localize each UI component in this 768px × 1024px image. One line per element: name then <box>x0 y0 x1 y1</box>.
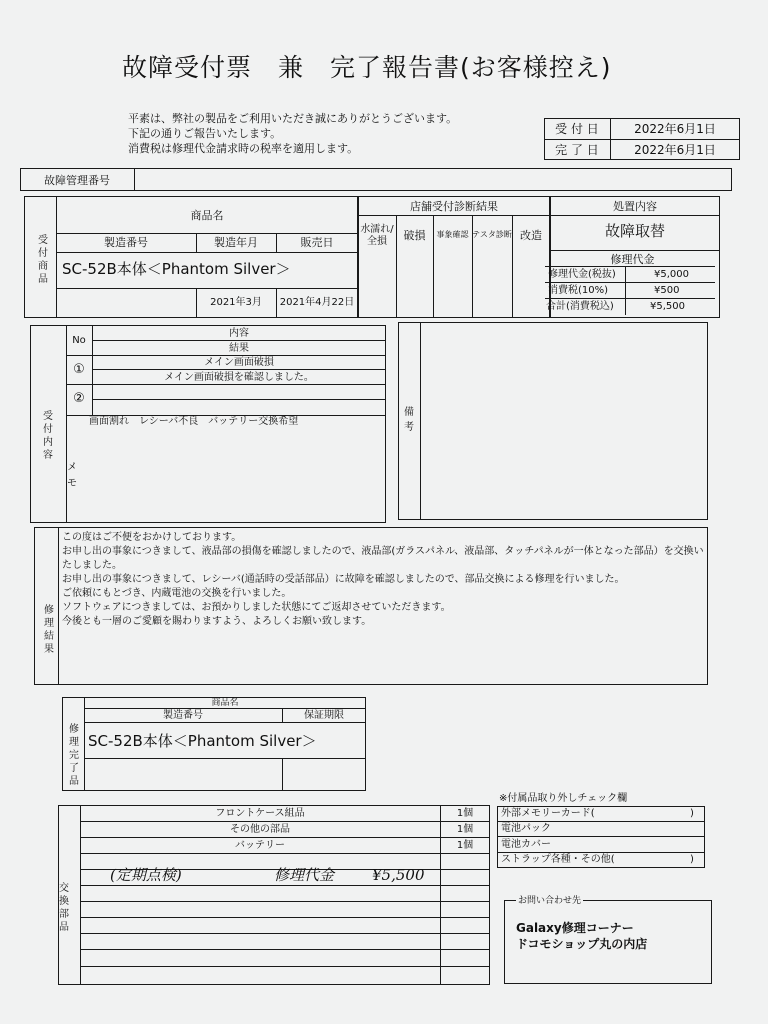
diag-col-modify: 改造 <box>520 229 542 242</box>
received-date: 2022年6月1日 <box>634 122 716 136</box>
repair-line-2: お申し出の事象につきまして、液晶部の損傷を確認しましたので、液晶部(ガラスパネル、液晶部、タッチパネルが一体となった部品）を交換い <box>62 546 704 557</box>
sale-date: 2021年4月22日 <box>279 297 355 308</box>
handwritten-note-2: 修理代金 <box>274 866 335 884</box>
received-date-label: 受 付 日 <box>555 122 599 136</box>
part-3-name: バッテリー <box>235 840 285 851</box>
accessory-4-close: ) <box>690 854 694 865</box>
fee-value-pretax: ¥5,000 <box>654 269 689 280</box>
accessory-3: 電池カバー <box>501 839 551 850</box>
fee-value-tax: ¥500 <box>654 285 680 296</box>
item-1-content: メイン画面破損 <box>204 357 274 368</box>
completed-product: SC-52B本体＜Phantom Silver＞ <box>88 732 317 750</box>
repair-fee-header: 修理代金 <box>610 253 655 266</box>
completed-date-label: 完 了 日 <box>555 143 599 157</box>
accessory-1-close: ) <box>690 808 694 819</box>
content-label: 内容 <box>229 328 249 339</box>
repair-line-1: この度はご不便をおかけしております。 <box>62 532 242 543</box>
accessories-header: ※付属品取り外しチェック欄 <box>499 793 628 804</box>
fee-label-total: 合計(消費税込) <box>546 301 614 312</box>
fault-number-row <box>20 168 732 191</box>
reception-section-label: 受付商品 <box>38 235 48 285</box>
treatment-value: 故障取替 <box>604 222 665 240</box>
reception-product: SC-52B本体＜Phantom Silver＞ <box>62 260 291 278</box>
intro-line-2: 下記の通りご報告いたします。 <box>128 127 282 140</box>
part-1-qty: 1個 <box>456 808 474 819</box>
fee-label-pretax: 修理代金(税抜) <box>548 269 616 280</box>
handwritten-note-1: (定期点検) <box>110 866 182 884</box>
diag-col-confirm: 事象確認 <box>436 230 469 239</box>
warranty-label: 保証期限 <box>304 710 344 721</box>
item-1-result: メイン画面破損を確認しました。 <box>164 372 314 383</box>
accessory-1: 外部メモリーカード( <box>501 808 595 819</box>
diag-col-tester: テスタ診断 <box>472 230 512 239</box>
repair-section-label: 修理結果 <box>44 605 54 655</box>
completed-date: 2022年6月1日 <box>634 143 716 157</box>
accessory-4: ストラップ各種・その他( <box>501 854 615 865</box>
repair-line-7: 今後とも一層のご愛顧を賜わりますよう、よろしくお願い致します。 <box>62 616 372 627</box>
contact-shop: ドコモショップ丸の内店 <box>516 937 648 951</box>
diag-col-damage: 破損 <box>403 229 426 242</box>
memo-label: メモ <box>67 462 77 489</box>
completed-product-name-label: 商品名 <box>211 698 239 708</box>
repair-line-4: お申し出の事象につきまして、レシーバ(通話時の受話部品）に故障を確認しましたので、部品交換による修理を行いました。 <box>62 574 625 585</box>
part-1-name: フロントケース組品 <box>215 808 305 819</box>
contact-name: Galaxy修理コーナー <box>516 921 634 935</box>
contact-label: お問い合わせ先 <box>518 896 582 906</box>
part-3-qty: 1個 <box>456 840 474 851</box>
accessory-2: 電池パック <box>501 823 551 834</box>
mfg-date: 2021年3月 <box>210 297 262 308</box>
remarks-label: 備考 <box>404 407 414 433</box>
document-title: 故障受付票 兼 完了報告書(お客様控え) <box>122 53 612 82</box>
handwritten-note-3: ¥5,500 <box>372 866 425 884</box>
product-name-label: 商品名 <box>190 209 224 222</box>
sale-date-label: 販売日 <box>300 236 334 249</box>
serial-label: 製造番号 <box>104 236 148 249</box>
fee-value-total: ¥5,500 <box>650 301 685 312</box>
result-label: 結果 <box>229 343 249 354</box>
diagnosis-header: 店舗受付診断結果 <box>410 200 498 213</box>
repair-line-6: ソフトウェアにつきましては、お預かりしました状態にてご返却させていただきます。 <box>62 602 451 613</box>
treatment-header: 処置内容 <box>613 200 657 213</box>
content-section-label: 受付内容 <box>43 411 53 461</box>
part-2-qty: 1個 <box>456 824 474 835</box>
fee-label-tax: 消費税(10%) <box>548 285 609 296</box>
no-label: No <box>72 335 86 346</box>
intro-line-1: 平素は、弊社の製品をご利用いただき誠にありがとうございます。 <box>128 112 458 125</box>
repair-line-5: ご依頼にもとづき、内蔵電池の交換を行いました。 <box>62 588 292 599</box>
remarks-box <box>398 322 708 520</box>
memo-text: 画面割れ レシーバ不良 バッテリー交換希望 <box>89 416 299 427</box>
completed-section-label: 修理完了品 <box>69 724 79 787</box>
part-2-name: その他の部品 <box>230 824 290 835</box>
item-no-2: ② <box>73 391 85 406</box>
repair-line-3: たしました。 <box>62 560 122 571</box>
completed-serial-label: 製造番号 <box>163 710 203 721</box>
diag-col-water: 水濡れ/全損 <box>360 224 394 247</box>
mfg-date-label: 製造年月 <box>214 236 258 249</box>
intro-line-3: 消費税は修理代金請求時の税率を適用します。 <box>128 142 359 155</box>
item-no-1: ① <box>73 362 85 377</box>
replacement-section-label: 交換部品 <box>59 883 69 933</box>
fault-number-label: 故障管理番号 <box>44 174 110 187</box>
